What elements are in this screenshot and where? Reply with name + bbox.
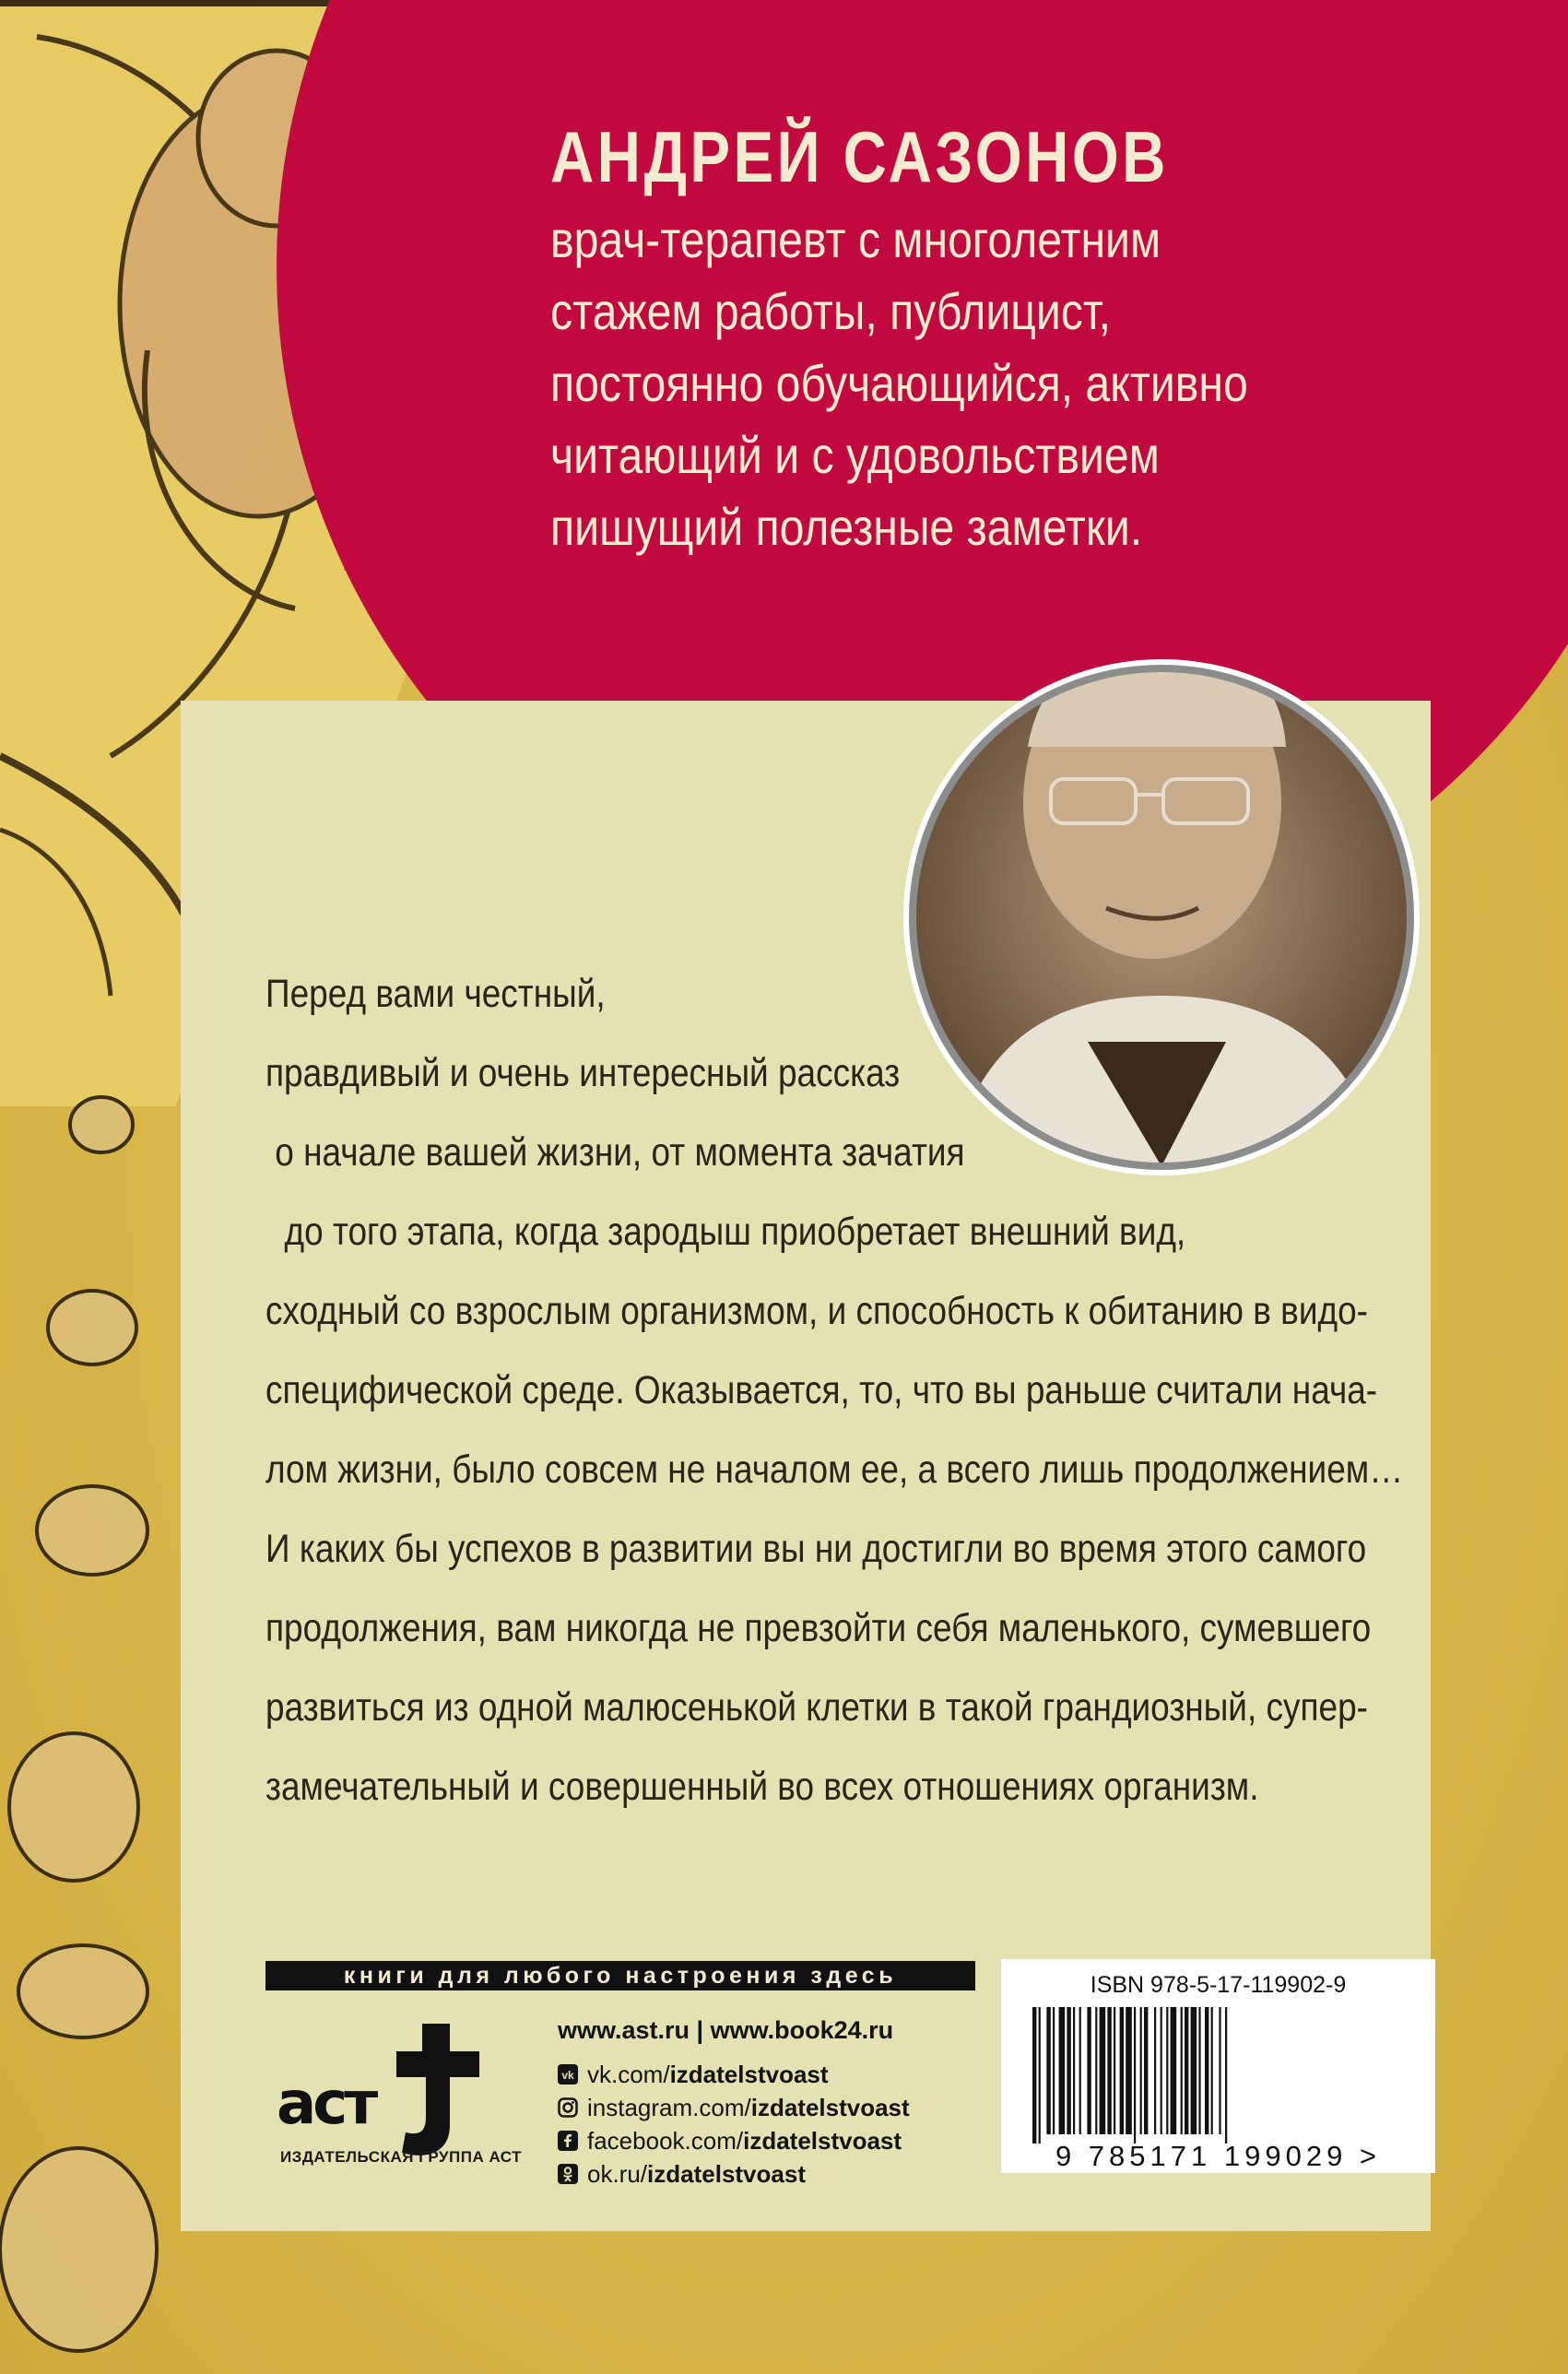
social-links [558,2058,991,2191]
isbn-barcode [1001,1959,1435,2173]
description-line: развиться из одной малюсенькой клетки в такой грандиозный, супер- [265,1685,1368,1730]
instagram-icon [558,2097,578,2118]
author-bio-line: читающий и с удовольствием [550,426,1160,484]
description-line: о начале вашей жизни, от момента зачатия [265,1130,965,1175]
description-line: правдивый и очень интересный рассказ [265,1051,901,1095]
social-link-handle: izdatelstvoast [743,2126,902,2155]
social-link-handle: izdatelstvoast [647,2159,806,2188]
social-link-prefix: ok.ru/ [587,2159,648,2188]
social-link-prefix: facebook.com/ [587,2126,744,2155]
website-links[interactable]: www.ast.ru | www.book24.ru [558,2016,894,2044]
publisher-links [558,2010,991,2191]
author-bio-line: постоянно обучающийся, активно [550,354,1248,412]
description-line: продолжения, вам никогда не превзойти себя маленького, сумевшего [265,1606,1372,1650]
social-link-prefix: instagram.com/ [587,2093,751,2121]
social-link-handle: izdatelstvoast [750,2093,910,2121]
barcode-digits: 9 785171 199029 > [1055,2140,1382,2172]
author-bio [550,204,1472,563]
description-line: Перед вами честный, [265,972,606,1016]
description-line: до того этапа, когда зародыш приобретает внешний вид, [265,1210,1186,1254]
social-link-handle: izdatelstvoast [669,2060,829,2088]
description-line: И каких бы успехов в развитии вы ни достигли во время этого самого [265,1527,1367,1571]
author-bio-line: врач-терапевт с многолетним [550,210,1161,268]
social-link-ok[interactable] [558,2157,991,2191]
vk-icon [558,2064,578,2085]
author-bio-line: пишущий полезные заметки. [550,498,1143,556]
author-bio-line: стажем работы, публицист, [550,282,1111,340]
ok-icon [558,2164,578,2184]
author-name: АНДРЕЙ САЗОНОВ [550,116,1169,197]
facebook-icon [558,2131,578,2151]
description-line: сходный со взрослым организмом, и способность к обитанию в видо- [265,1289,1368,1333]
description-line: лом жизни, было совсем не началом ее, а всего лишь продолжением… [265,1447,1404,1492]
book-description [265,954,1404,1826]
tagline-bar: книги для любого настроения здесь [265,1961,975,1990]
author-block [550,115,1472,563]
social-link-vk[interactable] [558,2058,991,2091]
svg-text:vk: vk [561,2069,574,2082]
barcode-icon [1027,2007,1409,2144]
publisher-logo-text: аст [277,2070,375,2138]
publisher-caption: ИЗДАТЕЛЬСКАЯ ГРУППА АСТ [279,2148,523,2166]
social-link-instagram[interactable] [558,2091,991,2124]
description-line: замечательный и совершенный во всех отношениях организм. [265,1765,1259,1809]
social-link-prefix: vk.com/ [587,2060,670,2088]
social-link-facebook[interactable] [558,2124,991,2157]
publisher-logo [277,2014,535,2180]
description-line: специфической среде. Оказывается, то, что вы раньше считали нача- [265,1368,1378,1412]
isbn-label: ISBN 978-5-17-119902-9 [1090,1972,1347,1998]
